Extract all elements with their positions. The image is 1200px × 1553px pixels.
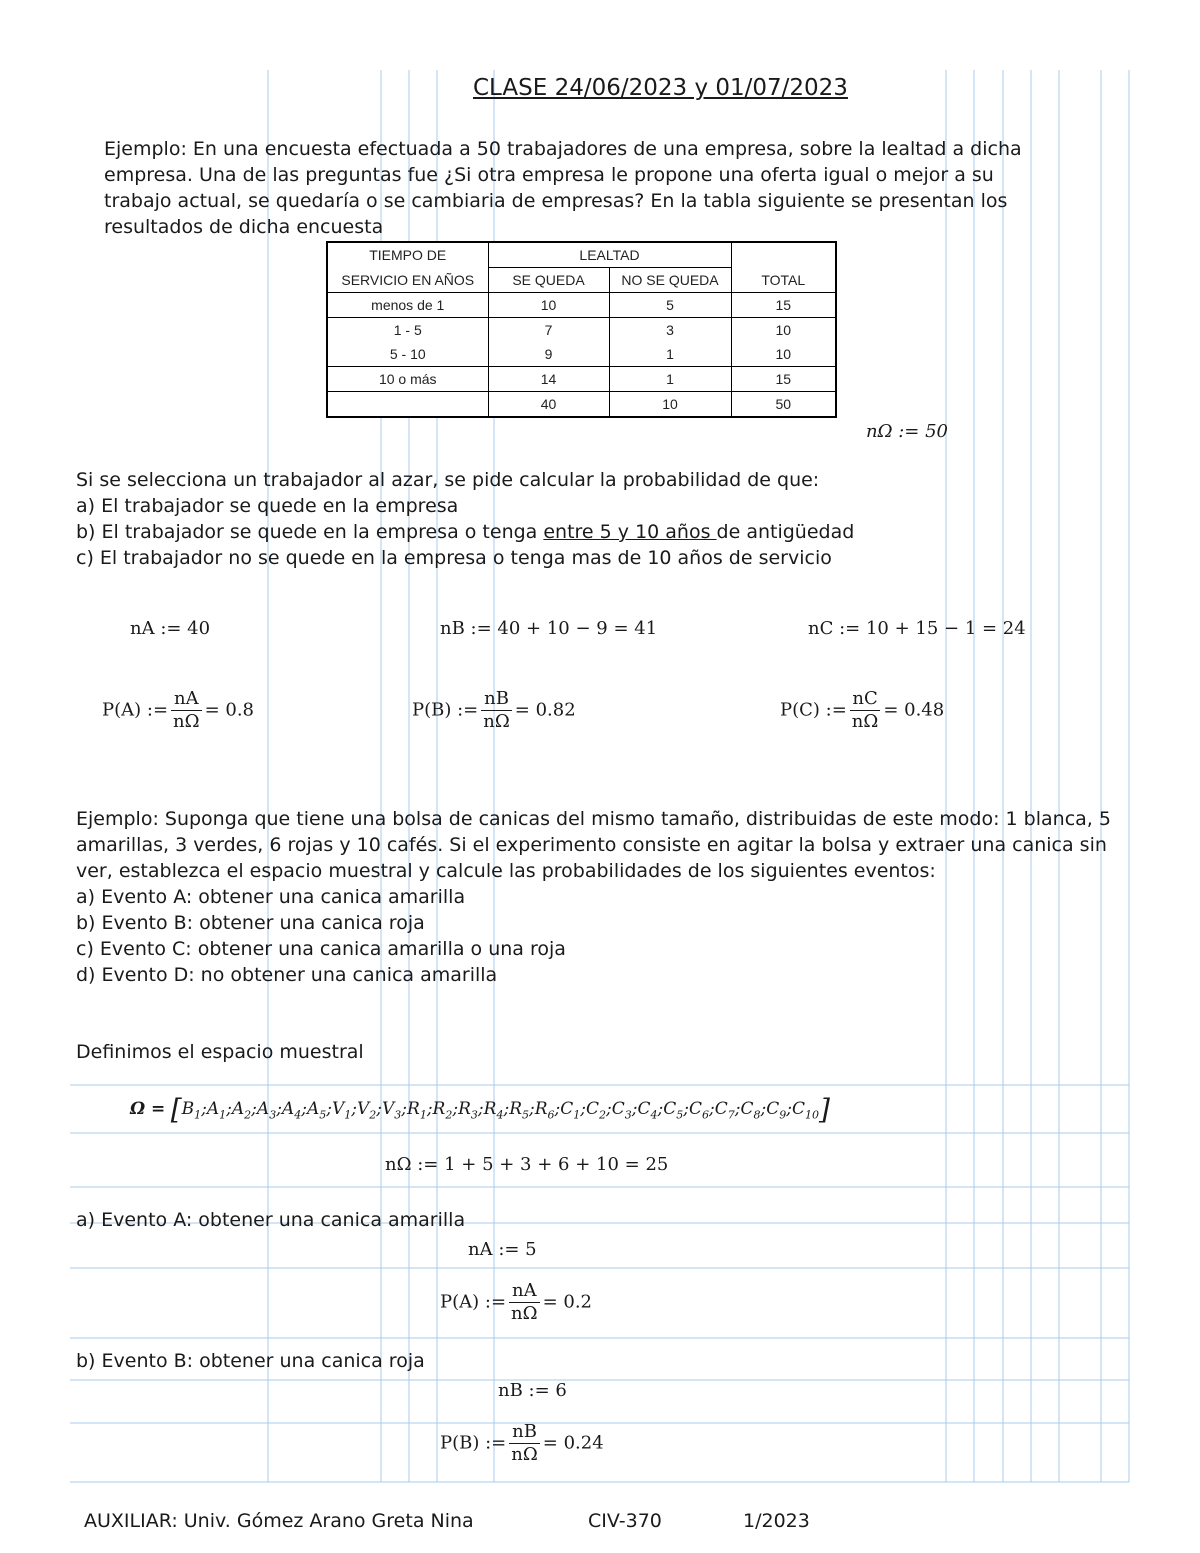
table-cell: 15 bbox=[731, 367, 836, 392]
fraction-denominator: nΩ bbox=[173, 711, 200, 732]
count-nA: nA := 40 bbox=[130, 618, 211, 639]
omega-element: $C_3$; bbox=[611, 1099, 638, 1122]
prob-A2-fraction bbox=[509, 1280, 540, 1325]
table-cell: 1 bbox=[609, 367, 731, 392]
table-cell: 15 bbox=[731, 293, 836, 318]
example2-line: c) Evento C: obtener una canica amarilla o una roja bbox=[76, 938, 566, 960]
table-row bbox=[327, 318, 836, 343]
table-cell: 40 bbox=[488, 392, 609, 418]
omega-element: $C_8$; bbox=[740, 1099, 767, 1122]
count-nC: nC := 10 + 15 − 1 = 24 bbox=[808, 618, 1026, 639]
prob-B-fraction bbox=[481, 688, 512, 733]
question-a: a) El trabajador se quede en la empresa bbox=[76, 495, 459, 517]
sample-space bbox=[130, 1093, 830, 1126]
page-title: CLASE 24/06/2023 y 01/07/2023 bbox=[473, 75, 848, 101]
omega-element: $A_5$; bbox=[306, 1099, 332, 1122]
table-cell bbox=[327, 392, 488, 418]
table-cell: menos de 1 bbox=[327, 293, 488, 318]
example2-line: a) Evento A: obtener una canica amarilla bbox=[76, 886, 466, 908]
table-cell: 7 bbox=[488, 318, 609, 343]
event-b-label: b) Evento B: obtener una canica roja bbox=[76, 1350, 425, 1372]
example1-statement bbox=[104, 136, 1022, 240]
omega-element: $A_1$; bbox=[206, 1099, 232, 1122]
example1-line: trabajo actual, se quedaría o se cambiaria de empresas? En la tabla siguiente se presentan los bbox=[104, 190, 1008, 212]
prob-B2-lhs: P(B) := bbox=[440, 1432, 507, 1454]
table-cell: 10 bbox=[731, 318, 836, 343]
table-cell: 10 bbox=[609, 392, 731, 418]
question-intro: Si se selecciona un trabajador al azar, se pide calcular la probabilidad de que: bbox=[76, 469, 820, 491]
prob-A2-result: = 0.2 bbox=[542, 1291, 592, 1313]
prob-B-lhs: P(B) := bbox=[412, 699, 479, 721]
table-row bbox=[327, 392, 836, 418]
omega-element: $B_1$; bbox=[181, 1099, 207, 1122]
table-cell: 5 bbox=[609, 293, 731, 318]
prob-A-fraction bbox=[171, 688, 202, 733]
fraction-numerator: nA bbox=[171, 688, 202, 711]
example2-line: b) Evento B: obtener una canica roja bbox=[76, 912, 425, 934]
prob-C bbox=[780, 688, 944, 733]
prob-A bbox=[102, 688, 254, 733]
example2-line: d) Evento D: no obtener una canica amarilla bbox=[76, 964, 498, 986]
table-cell: 10 bbox=[731, 342, 836, 367]
header-tiempo: TIEMPO DE bbox=[327, 242, 488, 268]
footer-auxiliar: AUXILIAR: Univ. Gómez Arano Greta Nina bbox=[84, 1510, 474, 1532]
omega-element: $V_3$; bbox=[381, 1099, 407, 1122]
table-row bbox=[327, 342, 836, 367]
header-no-se-queda: NO SE QUEDA bbox=[609, 268, 731, 293]
omega-elements bbox=[181, 1099, 820, 1122]
prob-C-result: = 0.48 bbox=[883, 699, 945, 721]
omega-element: $R_3$; bbox=[458, 1099, 484, 1122]
prob-A-result: = 0.8 bbox=[204, 699, 254, 721]
survey-table bbox=[326, 241, 837, 418]
prob-C-lhs: P(C) := bbox=[780, 699, 847, 721]
table-cell: 10 bbox=[488, 293, 609, 318]
right-bracket: ] bbox=[819, 1093, 830, 1126]
table-cell: 5 - 10 bbox=[327, 342, 488, 367]
omega-element: $R_6$; bbox=[534, 1099, 561, 1122]
fraction-numerator: nB bbox=[481, 688, 512, 711]
table-cell: 10 o más bbox=[327, 367, 488, 392]
left-bracket: [ bbox=[170, 1093, 182, 1126]
prob-B-result: = 0.82 bbox=[514, 699, 576, 721]
example2-line: Ejemplo: Suponga que tiene una bolsa de canicas del mismo tamaño, distribuidas de este modo: 1 blanca, 5 bbox=[76, 808, 1111, 830]
prob-B-2 bbox=[440, 1421, 604, 1466]
prob-B2-fraction bbox=[509, 1421, 540, 1466]
prob-A2-lhs: P(A) := bbox=[440, 1291, 507, 1313]
table-row bbox=[327, 367, 836, 392]
fraction-denominator: nΩ bbox=[483, 711, 510, 732]
table-row bbox=[327, 293, 836, 318]
n-omega-25: nΩ := 1 + 5 + 3 + 6 + 10 = 25 bbox=[385, 1154, 669, 1175]
omega-element: $C_{10}$ bbox=[792, 1099, 820, 1122]
omega-element: $R_5$; bbox=[509, 1099, 535, 1122]
count-nB: nB := 40 + 10 − 9 = 41 bbox=[440, 618, 658, 639]
table-cell: 1 - 5 bbox=[327, 318, 488, 343]
omega-element: $R_2$; bbox=[432, 1099, 459, 1122]
omega-element: $C_4$; bbox=[637, 1099, 664, 1122]
n-omega-50: nΩ := 50 bbox=[866, 421, 949, 442]
omega-element: $C_6$; bbox=[689, 1099, 715, 1122]
omega-element: $R_4$; bbox=[483, 1099, 510, 1122]
header-servicio: SERVICIO EN AÑOS bbox=[327, 268, 488, 293]
omega-element: $A_2$; bbox=[231, 1099, 257, 1122]
example2-statement bbox=[76, 806, 1111, 988]
table-cell: 1 bbox=[609, 342, 731, 367]
omega-element: $V_1$; bbox=[331, 1099, 357, 1122]
prob-C-fraction bbox=[850, 688, 881, 733]
header-total: TOTAL bbox=[731, 268, 836, 293]
fraction-numerator: nB bbox=[509, 1421, 540, 1444]
question-b-underlined: entre 5 y 10 años bbox=[543, 521, 717, 543]
question-c: c) El trabajador no se quede en la empresa o tenga mas de 10 años de servicio bbox=[76, 547, 832, 569]
omega-element: $R_1$; bbox=[407, 1099, 433, 1122]
fraction-denominator: nΩ bbox=[851, 711, 879, 732]
fraction-numerator: nC bbox=[850, 688, 881, 711]
omega-element: $C_5$; bbox=[663, 1099, 690, 1122]
question-b bbox=[76, 519, 854, 545]
example1-line: empresa. Una de las preguntas fue ¿Si otra empresa le propone una oferta igual o mejor a su bbox=[104, 164, 994, 186]
omega-lhs: Ω = bbox=[130, 1099, 166, 1119]
omega-element: $C_9$; bbox=[766, 1099, 793, 1122]
prob-B2-result: = 0.24 bbox=[542, 1432, 604, 1454]
omega-element: $V_2$; bbox=[356, 1099, 382, 1122]
fraction-denominator: nΩ bbox=[511, 1303, 538, 1324]
table-cell: 14 bbox=[488, 367, 609, 392]
header-se-queda: SE QUEDA bbox=[488, 268, 609, 293]
table-cell: 50 bbox=[731, 392, 836, 418]
table-cell: 3 bbox=[609, 318, 731, 343]
footer-course: CIV-370 bbox=[588, 1510, 662, 1532]
fraction-numerator: nA bbox=[509, 1280, 540, 1303]
event-a-label: a) Evento A: obtener una canica amarilla bbox=[76, 1209, 466, 1231]
omega-element: $C_2$; bbox=[586, 1099, 612, 1122]
header-total-spacer bbox=[731, 242, 836, 268]
define-sample-space: Definimos el espacio muestral bbox=[76, 1041, 364, 1063]
example1-questions bbox=[76, 467, 854, 571]
example1-line: Ejemplo: En una encuesta efectuada a 50 trabajadores de una empresa, sobre la lealtad a dicha bbox=[104, 138, 1022, 160]
example1-line: resultados de dicha encuesta bbox=[104, 216, 384, 238]
count-nB-2: nB := 6 bbox=[498, 1380, 567, 1401]
omega-element: $A_3$; bbox=[256, 1099, 282, 1122]
table-cell: 9 bbox=[488, 342, 609, 367]
footer-term: 1/2023 bbox=[743, 1510, 810, 1532]
omega-element: $C_7$; bbox=[714, 1099, 741, 1122]
example2-line: amarillas, 3 verdes, 6 rojas y 10 cafés. Si el experimento consiste en agitar la bolsa y extraer una canica sin bbox=[76, 834, 1107, 856]
example2-line: ver, establezca el espacio muestral y calcule las probabilidades de los siguientes eventos: bbox=[76, 860, 936, 882]
count-nA-2: nA := 5 bbox=[468, 1239, 537, 1260]
prob-A-lhs: P(A) := bbox=[102, 699, 169, 721]
prob-B bbox=[412, 688, 576, 733]
question-b-tail: de antigüedad bbox=[716, 521, 855, 543]
header-lealtad: LEALTAD bbox=[488, 242, 731, 268]
question-b-text: b) El trabajador se quede en la empresa o tenga bbox=[76, 521, 544, 543]
omega-element: $C_1$; bbox=[560, 1099, 587, 1122]
fraction-denominator: nΩ bbox=[511, 1444, 538, 1465]
omega-element: $A_4$; bbox=[281, 1099, 307, 1122]
prob-A-2 bbox=[440, 1280, 592, 1325]
